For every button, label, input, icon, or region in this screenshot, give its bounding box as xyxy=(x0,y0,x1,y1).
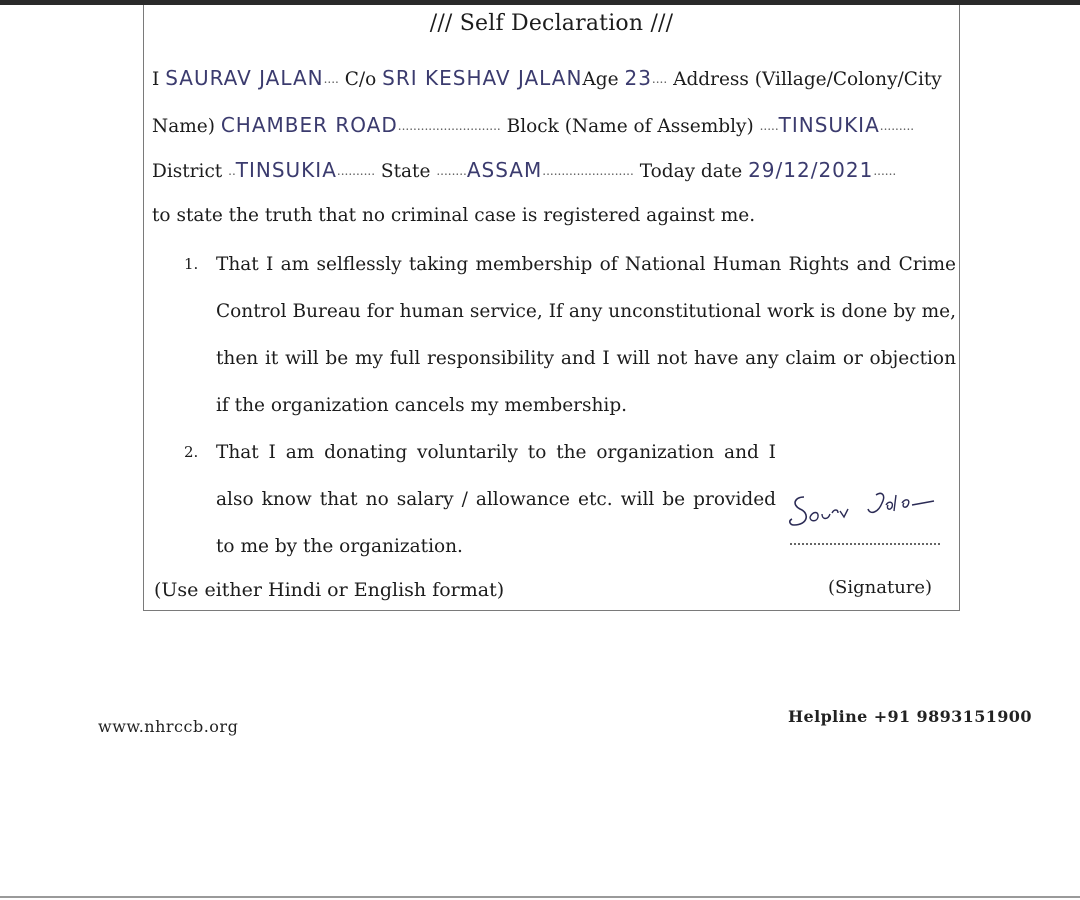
declaration-number: 1. xyxy=(184,255,199,273)
declarant-line: I SAURAV JALAN.... C/o SRI KESHAV JALANAge 23.... Address (Village/Colony/City xyxy=(152,66,942,90)
signature-area xyxy=(784,483,954,553)
age-value: 23 xyxy=(624,66,652,90)
signature-label: (Signature) xyxy=(828,577,933,598)
parent-name-value: SRI KESHAV JALAN xyxy=(382,66,583,90)
website-link[interactable]: www.nhrccb.org xyxy=(98,717,239,736)
block-label: Block (Name of Assembly) xyxy=(506,116,754,137)
district-line: District ..TINSUKIA.......... State ........ASSAM........................ Today date 29/12/2021...... xyxy=(152,158,897,182)
district-label: District xyxy=(152,161,223,182)
name-label: Name) xyxy=(152,116,215,137)
truth-statement: to state the truth that no criminal case is registered against me. xyxy=(152,205,756,226)
date-label: Today date xyxy=(639,161,743,182)
declaration-form xyxy=(143,5,960,611)
date-value: 29/12/2021 xyxy=(748,158,874,182)
bottom-border xyxy=(0,896,1080,898)
address-label: Address (Village/Colony/City xyxy=(673,69,942,90)
handwritten-signature xyxy=(784,483,954,543)
state-label: State xyxy=(380,161,431,182)
district-value: TINSUKIA xyxy=(235,158,337,182)
helpline-number: Helpline +91 9893151900 xyxy=(788,707,1032,726)
address-line: Name) CHAMBER ROAD........................... Block (Name of Assembly) .....TINSUKIA......... xyxy=(152,113,915,137)
form-title: /// Self Declaration /// xyxy=(429,11,674,36)
declaration-item xyxy=(184,241,954,429)
pronoun-label: I xyxy=(152,69,160,90)
declarant-name-value: SAURAV JALAN xyxy=(165,66,324,90)
signature-line xyxy=(790,543,940,545)
declaration-text: That I am selflessly taking membership of National Human Rights and Crime Control Bureau for human service, If any unconstitutional work is done by me, then it will be my full responsibility and I will not have any claim or objection if the organization cancels my membership. xyxy=(216,254,956,416)
age-label: Age xyxy=(582,69,619,90)
format-note: (Use either Hindi or English format) xyxy=(154,579,505,601)
state-value: ASSAM xyxy=(466,158,543,182)
declaration-number: 2. xyxy=(184,443,199,461)
block-value: TINSUKIA xyxy=(778,113,880,137)
co-label: C/o xyxy=(344,69,377,90)
declaration-text: That I am donating voluntarily to the organization and I also know that no salary / allowance etc. will be provided to me by the organization. xyxy=(216,442,776,557)
road-value: CHAMBER ROAD xyxy=(220,113,398,137)
